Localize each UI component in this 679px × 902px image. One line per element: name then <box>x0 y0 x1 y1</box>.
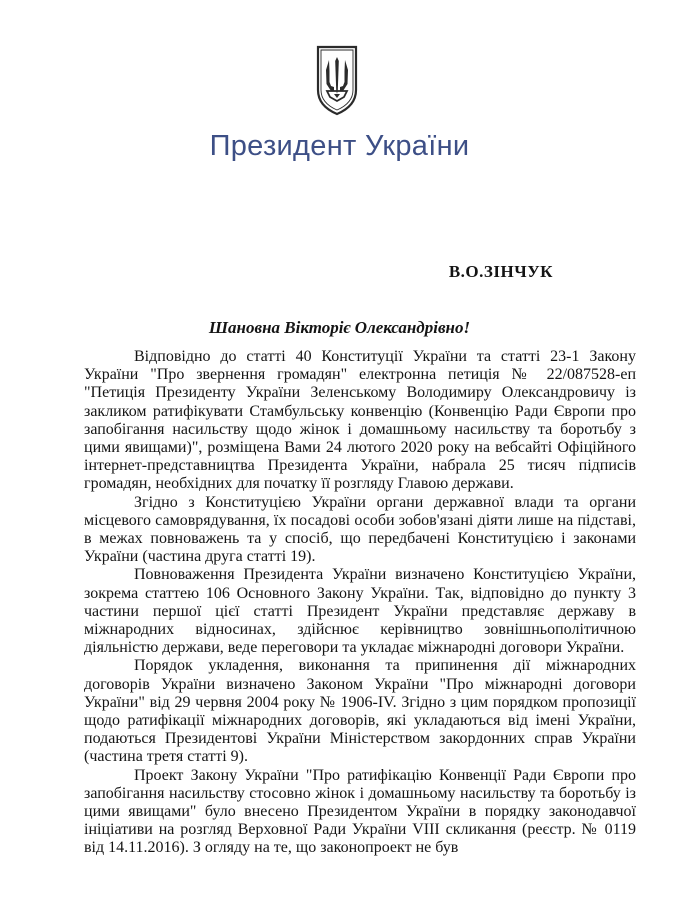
trident-icon <box>313 44 361 116</box>
body-paragraph: Згідно з Конституцією України органи державної влади та органи місцевого самоврядування, їх посадові особи зобов'язані діяти лише на підставі, в межах повноважень та у спосіб, що передбачені Конституцією і законами України (частина друга статті 19). <box>84 493 636 566</box>
body-paragraph: Повноваження Президента України визначено Конституцією України, зокрема статтею 106 Основного Закону України. Так, відповідно до пункту 3 частини першої цієї статті Президент України представляє державу в міжнародних відносинах, здійснює керівництво зовнішньополітичною діяльністю держави, веде переговори та укладає міжнародні договори України. <box>84 566 636 657</box>
page-title: Президент України <box>209 130 470 162</box>
body-paragraph: Відповідно до статті 40 Конституції України та статті 23-1 Закону України "Про звернення громадян" електронна петиція № 22/087528-еп "Петиція Президенту України Зеленському Володимиру Олександровичу із закликом ратифікувати Стамбульську конвенцію (Конвенцію Ради Європи про запобігання насильству щодо жінок і домашньому насильству та боротьбу з цими явищами)", розміщена Вами 24 лютого 2020 року на вебсайті Офіційного інтернет-представництва Президента України, набрала 25 тисяч підписів громадян, необхідних для початку її розгляду Главою держави. <box>84 348 636 493</box>
salutation: Шановна Вікторіє Олександрівно! <box>208 318 471 337</box>
body-paragraph: Порядок укладення, виконання та припинення дії міжнародних договорів України визначено Законом України "Про міжнародні договори України" від 29 червня 2004 року № 1906-IV. Згідно з цим порядком пропозиції щодо ратифікації міжнародних договорів, які укладаються від імені України, подаються Президентові України Міністерством закордонних справ України (частина третя статті 9). <box>84 657 636 766</box>
letter-body <box>84 348 636 858</box>
body-paragraph: Проект Закону України "Про ратифікацію Конвенції Ради Європи про запобігання насильству стосовно жінок і домашньому насильству та боротьбу із цими явищами" було внесено Президентом України в порядку законодавчої ініціативи на розгляд Верховної Ради України VIII скликання (реєстр. № 0119 від 14.11.2016). З огляду на те, що законопроект не був <box>84 766 636 857</box>
addressee-name: В.О.ЗІНЧУК <box>448 262 553 281</box>
